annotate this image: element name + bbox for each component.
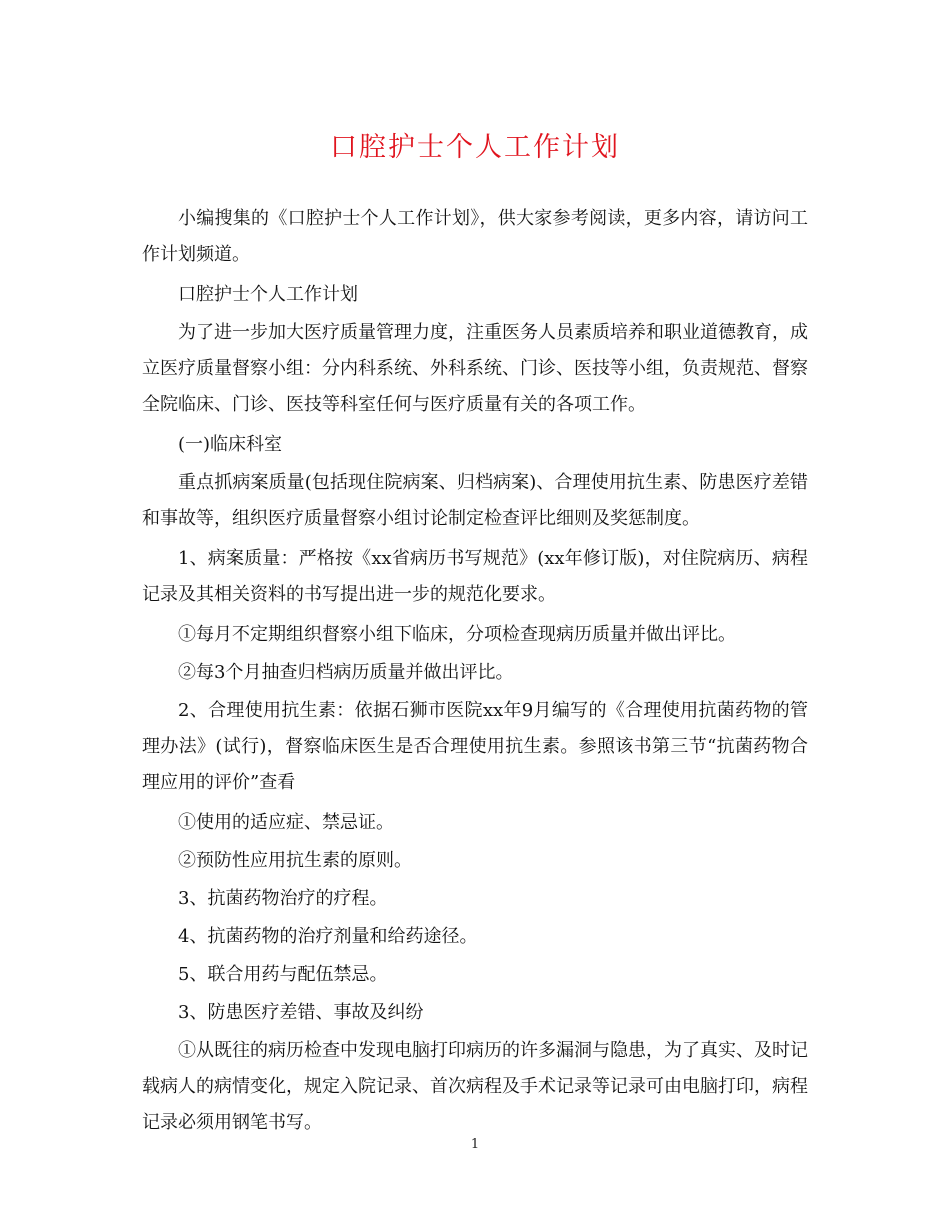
monthly-inspection-item: ①每月不定期组织督察小组下临床，分项检查现病历质量并做出评比。	[178, 624, 736, 645]
quarterly-inspection-item: ②每3个月抽查归档病历质量并做出评比。	[178, 662, 514, 683]
section-clinical-heading: (一)临床科室	[178, 434, 283, 455]
treatment-course-item: 3、抗菌药物治疗的疗程。	[178, 888, 388, 909]
document-body	[142, 201, 808, 1145]
document-title: 口腔护士个人工作计划	[330, 132, 620, 163]
combination-contraindication-item: 5、联合用药与配伍禁忌。	[178, 964, 388, 985]
antibiotics-paragraph: 2、合理使用抗生素：依据石狮市医院xx年9月编写的《合理使用抗菌药物的管理办法》(试行)，督察临床医生是否合理使用抗生素。参照该书第三节“抗菌药物合理应用的评价”查看	[142, 700, 808, 793]
clinical-focus-paragraph: 重点抓病案质量(包括现住院病案、归档病案)、合理使用抗生素、防患医疗差错和事故等，组织医疗质量督察小组讨论制定检查评比细则及奖惩制度。	[142, 472, 808, 529]
dosage-route-item: 4、抗菌药物的治疗剂量和给药途径。	[178, 926, 478, 947]
error-prevention-heading: 3、防患医疗差错、事故及纠纷	[178, 1002, 424, 1023]
prevention-principle-item: ②预防性应用抗生素的原则。	[178, 850, 412, 871]
purpose-paragraph: 为了进一步加大医疗质量管理力度，注重医务人员素质培养和职业道德教育，成立医疗质量督察小组：分内科系统、外科系统、门诊、医技等小组，负责规范、督察全院临床、门诊、医技等科室任何与医疗质量有关的各项工作。	[142, 322, 808, 415]
intro-paragraph: 小编搜集的《口腔护士个人工作计划》，供大家参考阅读，更多内容，请访问工作计划频道。	[142, 208, 808, 265]
page-number: 1	[470, 1137, 480, 1152]
printed-record-paragraph: ①从既往的病历检查中发现电脑打印病历的许多漏洞与隐患，为了真实、及时记载病人的病情变化，规定入院记录、首次病程及手术记录等记录可由电脑打印，病程记录必须用钢笔书写。	[142, 1040, 808, 1133]
medical-record-quality-paragraph: 1、病案质量：严格按《xx省病历书写规范》(xx年修订版)，对住院病历、病程记录及其相关资料的书写提出进一步的规范化要求。	[142, 548, 808, 605]
plan-heading: 口腔护士个人工作计划	[178, 284, 358, 305]
indications-item: ①使用的适应症、禁忌证。	[178, 812, 394, 833]
